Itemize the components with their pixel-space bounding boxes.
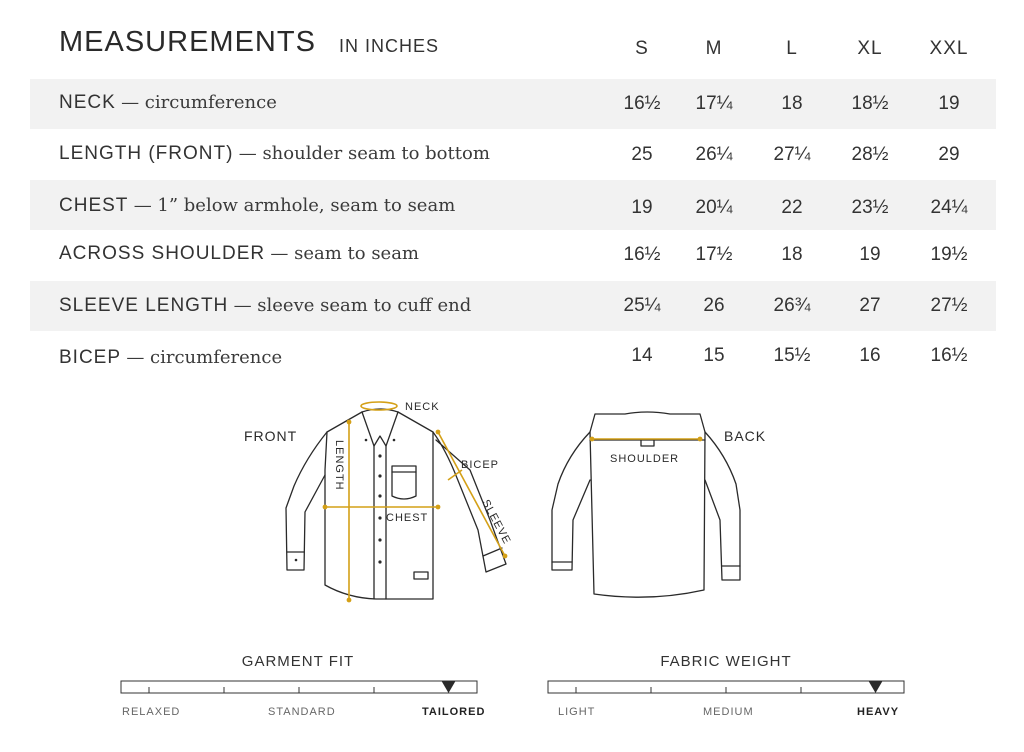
size-header-xl: XL [857, 38, 883, 59]
fabric-weight-scale [545, 678, 909, 698]
table-row [30, 230, 996, 281]
back-label: BACK [724, 428, 767, 444]
cell-xl: 16 [859, 345, 881, 366]
size-header-l: L [786, 38, 798, 59]
size-header-m: M [705, 38, 723, 59]
cell-m: 26 [703, 295, 725, 316]
cell-l: 26¾ [773, 295, 811, 316]
cell-s: 14 [631, 345, 653, 366]
units-subtitle: IN INCHES [339, 36, 440, 56]
row-label [59, 195, 455, 217]
cell-l: 18 [781, 244, 803, 265]
measurements-table [30, 79, 996, 383]
size-header-s: S [635, 38, 649, 59]
table-header [0, 0, 1024, 78]
table-row [30, 180, 996, 230]
measurement-guides [325, 402, 700, 600]
table-row [30, 281, 996, 331]
measurement-description: — circumference [121, 92, 277, 113]
bicep-label: BICEP [461, 459, 500, 471]
size-header-xxl: XXL [929, 38, 969, 59]
fit-and-weight-scales [0, 640, 1024, 750]
row-label [59, 295, 471, 317]
cell-xl: 28½ [851, 144, 889, 165]
front-shirt-outline [286, 409, 506, 599]
measurement-name: LENGTH (FRONT) [59, 143, 234, 164]
cell-s: 19 [631, 197, 653, 218]
row-label [59, 243, 419, 265]
cell-l: 18 [781, 93, 803, 114]
cell-m: 26¼ [695, 144, 733, 165]
cell-xxl: 19 [938, 93, 960, 114]
table-row [30, 79, 996, 129]
measurement-description: — shoulder seam to bottom [238, 143, 490, 164]
measurement-description: — 1” below armhole, seam to seam [133, 195, 456, 216]
cell-l: 27¼ [773, 144, 811, 165]
sleeve-label: SLEEVE [479, 497, 513, 547]
cell-m: 20¼ [695, 197, 733, 218]
cell-s: 25 [631, 144, 653, 165]
table-row [30, 129, 996, 180]
cell-xxl: 27½ [930, 295, 968, 316]
page-title: MEASUREMENTS [59, 26, 316, 58]
cell-m: 15 [703, 345, 725, 366]
measurement-name: ACROSS SHOULDER [59, 243, 266, 264]
measurement-name: CHEST [59, 195, 129, 216]
row-label [59, 143, 490, 165]
cell-s: 25¼ [623, 295, 661, 316]
fit-label-tailored: TAILORED [422, 706, 486, 718]
cell-xxl: 24¼ [930, 197, 968, 218]
cell-xl: 19 [859, 244, 881, 265]
table-row [30, 331, 996, 383]
cell-m: 17¼ [695, 93, 733, 114]
cell-s: 16½ [623, 93, 661, 114]
fabric-weight-title: FABRIC WEIGHT [660, 653, 792, 670]
cell-xxl: 29 [938, 144, 960, 165]
cell-m: 17½ [695, 244, 733, 265]
cell-s: 16½ [623, 244, 661, 265]
cell-xl: 23½ [851, 197, 889, 218]
measurement-description: — seam to seam [270, 243, 420, 264]
row-label [59, 92, 277, 114]
cell-xl: 27 [859, 295, 881, 316]
cell-xl: 18½ [851, 93, 889, 114]
front-label: FRONT [244, 428, 298, 444]
fit-label-relaxed: RELAXED [122, 706, 181, 718]
cell-l: 15½ [773, 345, 811, 366]
cell-xxl: 19½ [930, 244, 968, 265]
measurement-name: SLEEVE LENGTH [59, 295, 229, 316]
shirt-diagram [230, 392, 790, 612]
measurement-name: BICEP [59, 347, 122, 368]
measurement-name: NECK [59, 92, 116, 113]
length-label: LENGTH [333, 440, 345, 491]
weight-label-heavy: HEAVY [857, 706, 900, 718]
neck-label: NECK [405, 401, 440, 413]
fit-label-standard: STANDARD [268, 706, 336, 718]
row-label [59, 347, 282, 369]
cell-l: 22 [781, 197, 803, 218]
cell-xxl: 16½ [930, 345, 968, 366]
garment-fit-scale [118, 678, 482, 698]
chest-label: CHEST [386, 512, 429, 524]
measurement-points [323, 420, 703, 603]
measurement-description: — sleeve seam to cuff end [233, 295, 472, 316]
weight-label-medium: MEDIUM [703, 706, 754, 718]
garment-fit-title: GARMENT FIT [241, 653, 355, 670]
measurement-description: — circumference [126, 347, 283, 368]
shoulder-label: SHOULDER [610, 453, 680, 465]
weight-label-light: LIGHT [558, 706, 596, 718]
